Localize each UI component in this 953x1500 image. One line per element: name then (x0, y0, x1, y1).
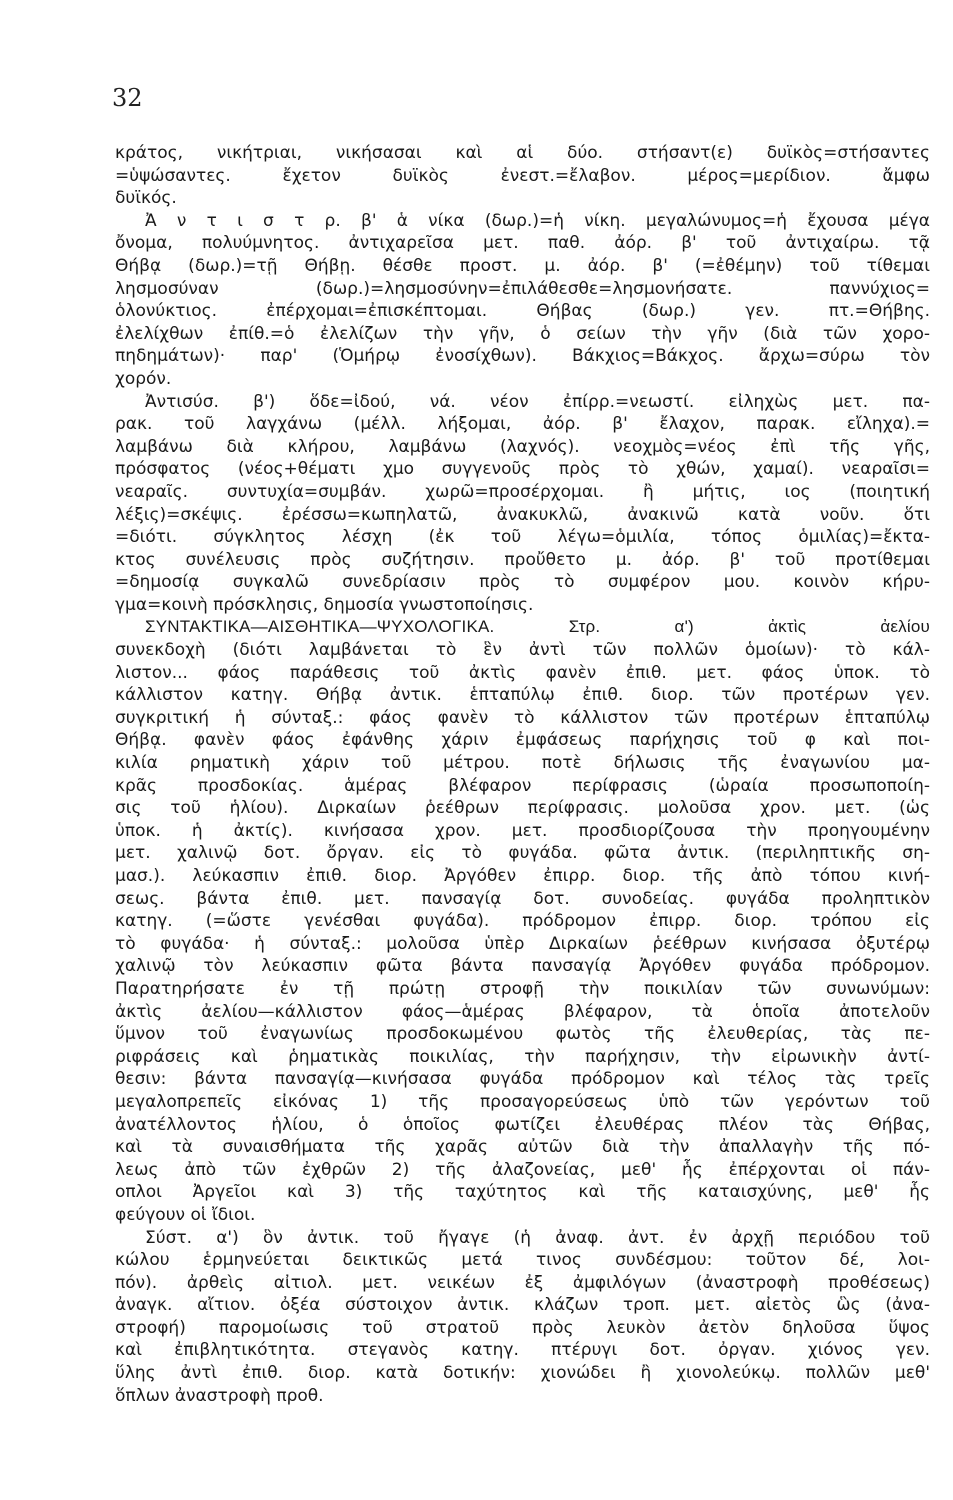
text-line: νεαραῖς. συντυχία=συμβάν. χωρῶ=προσέρχομαι. ἢ μήτις, ιος (ποιητική (115, 481, 930, 502)
text-line: συνεκδοχὴ (διότι λαμβάνεται τὸ ἓν ἀντὶ τῶν πολλῶν ὁμοίων)· τὸ κάλ- (115, 640, 930, 661)
text-line: ρακ. τοῦ λαγχάνω (μέλλ. λήξομαι, ἀόρ. β' ἔλαχον, παρακ. εἴληχα).= (115, 414, 930, 435)
text-line: ἀνατέλλοντος ἡλίου, ὁ ὁποῖος φωτίζει ἐλευθέρας πλέον τὰς Θήβας, (115, 1114, 930, 1135)
text-line: λέξις)=σκέψις. ἐρέσσω=κωπηλατῶ, ἀνακυκλῶ, ἀνακινῶ κατὰ νοῦν. ὅτι (115, 504, 930, 525)
text-line: χαλινῷ τὸν λεύκασπιν φῶτα βάντα πανσαγίᾳ Ἀργόθεν φυγάδα πρόδρομον. (115, 956, 930, 977)
text-line: Παρατηρήσατε ἐν τῇ πρώτῃ στροφῇ τὴν ποικιλίαν τῶν συνωνύμων: (115, 978, 930, 999)
text-line: λησμοσύναν (δωρ.)=λησμοσύνην=ἐπιλάθεσθε=λησμονήσατε. παννύχιος= (115, 278, 930, 299)
text-line: στροφή) παρομοίωσις τοῦ στρατοῦ πρὸς λευκὸν ἀετὸν δηλοῦσα ὕψος (115, 1317, 930, 1338)
text-line: κάλλιστον κατηγ. Θήβᾳ ἀντικ. ἑπταπύλῳ ἐπιθ. διορ. τῶν προτέρων γεν. (115, 685, 930, 706)
text-line: καὶ ἐπιβλητικότητα. στεγανὸς κατηγ. πτέρυγι δοτ. ὀργαν. χιόνος γεν. (115, 1340, 930, 1361)
text-line: χορόν. (115, 368, 172, 389)
text-line: κώλου ἑρμηνεύεται δεικτικῶς μετά τινος συνδέσμου: τοῦτον δέ, λοι- (115, 1250, 930, 1271)
text-line: μεγαλοπρεπεῖς εἰκόνας 1) τῆς προσαγορεύσεως ὑπὸ τῶν γερόντων τοῦ (115, 1091, 930, 1112)
text-line: λαμβάνω διὰ κλήρου, λαμβάνω (λαχνός). νεοχμὸς=νέος ἐπὶ τῆς γῆς, (115, 436, 930, 457)
text-line: μετ. χαλινῷ δοτ. ὄργαν. εἰς τὸ φυγάδα. φῶτα ἀντικ. (περιληπτικῆς ση- (115, 843, 930, 864)
text-line: γμα=κοινὴ πρόσκλησις, δημοσία γνωστοποίησις. (115, 594, 534, 615)
text-line: Ἀντισύσ. β') ὅδε=ἰδού, νά. νέον ἐπίρρ.=νεωστί. εἰληχὼς μετ. πα- (145, 391, 930, 412)
text-line: ὄνομα, πολυύμνητος. ἀντιχαρεῖσα μετ. παθ. ἀόρ. β' τοῦ ἀντιχαίρω. τᾷ (115, 233, 930, 254)
text-line: θεσιν: βάντα πανσαγίᾳ—κινήσασα φυγάδα πρόδρομον καὶ τέλος τὰς τρεῖς (115, 1069, 930, 1090)
text-line: =δημοσίᾳ συγκαλῶ συνεδρίασιν πρὸς τὸ συμφέρον μου. κοινὸν κήρυ- (115, 572, 930, 593)
text-line: δυϊκός. (115, 188, 177, 209)
text-line: σις τοῦ ἡλίου). Διρκαίων ῥεέθρων περίφρασις. μολοῦσα χρον. μετ. (ὡς (115, 798, 930, 819)
page-number: 32 (112, 84, 143, 112)
section-heading-line: ΣΥΝΤΑΚΤΙΚΑ—ΑΙΣΘΗΤΙΚΑ—ΨΥΧΟΛΟΓΙΚΑ. Στρ. α') ἀκτὶς ἀελίου (145, 617, 930, 637)
text-line: πηδημάτων)· παρ' (Ὁμήρῳ ἐνοσίχθων). Βάκχιος=Βάκχος. ἄρχω=σύρω τὸν (115, 346, 930, 367)
text-line: λιστον... φάος παράθεσις τοῦ ἀκτὶς φανὲν ἐπιθ. μετ. φάος ὑποκ. τὸ (115, 662, 930, 683)
text-line: Ἀ ν τ ι σ τ ρ. β' ἁ νίκα (δωρ.)=ἡ νίκη. μεγαλώνυμος=ἡ ἔχουσα μέγα (145, 210, 930, 231)
text-line: λεως ἀπὸ τῶν ἐχθρῶν 2) τῆς ἀλαζονείας, μεθ' ἧς ἐπέρχονται οἱ πάν- (115, 1159, 930, 1180)
text-line: =διότι. σύγκλητος λέσχη (ἐκ τοῦ λέγω=ὁμιλία, τόπος ὁμιλίας)=ἔκτα- (115, 527, 930, 548)
text-line: ὕλης ἀντὶ ἐπιθ. διορ. κατὰ δοτικήν: χιονώδει ἢ χιονολεύκῳ. πολλῶν μεθ' (115, 1363, 930, 1384)
text-line: =ὑψώσαντες. ἔχετον δυϊκὸς ἐνεστ.=ἔλαβον. μέρος=μερίδιον. ἄμφω (115, 165, 930, 186)
text-line: ὅπλων ἀναστροφὴ προθ. (115, 1385, 324, 1406)
text-line: Θήβᾳ. φανὲν φάος ἐφάνθης χάριν ἐμφάσεως παρήχησις τοῦ φ καὶ ποι- (115, 730, 930, 751)
text-line: κρᾶς προσδοκίας. ἁμέρας βλέφαρον περίφρασις (ὡραία προσωποποίη- (115, 775, 930, 796)
text-line: μασ.). λεύκασπιν ἐπιθ. διορ. Ἀργόθεν ἐπιρρ. διορ. τῆς ἀπὸ τόπου κινή- (115, 866, 930, 886)
text-line: κατηγ. (=ὥστε γενέσθαι φυγάδα). πρόδρομον ἐπιρρ. διορ. τρόπου εἰς (115, 911, 930, 932)
text-line: συγκριτική ἡ σύνταξ.: φάος φανὲν τὸ κάλλιστον τῶν προτέρων ἑπταπύλῳ (115, 707, 930, 728)
text-line: ριφράσεις καὶ ῥηματικὰς ποικιλίας, τὴν παρήχησιν, τὴν εἰρωνικὴν ἀντί- (115, 1046, 930, 1067)
text-line: ὕμνον τοῦ ἐναγωνίως προσδοκωμένου φωτὸς τῆς ἐλευθερίας, τὰς πε- (115, 1024, 930, 1045)
text-line: Θήβᾳ (δωρ.)=τῇ Θήβῃ. θέσθε προστ. μ. ἀόρ. β' (=ἐθέμην) τοῦ τίθεμαι (115, 255, 930, 276)
commentary-text (115, 142, 930, 1407)
text-line: κράτος, νικήτριαι, νικήσασαι καὶ αἱ δύο. στήσαντ(ε) δυϊκὸς=στήσαντες (115, 143, 930, 163)
text-line: τὸ φυγάδα· ἡ σύνταξ.: μολοῦσα ὑπὲρ Διρκαίων ῥεέθρων κινήσασα ὀξυτέρῳ (115, 933, 930, 954)
text-line: πόν). ἀρθεὶς αἰτιολ. μετ. νεικέων ἐξ ἀμφιλόγων (ἀναστροφὴ προθέσεως) (115, 1272, 930, 1293)
text-line: Σύστ. α') ὃν ἀντικ. τοῦ ἤγαγε (ἡ ἀναφ. ἀντ. ἐν ἀρχῇ περιόδου τοῦ (145, 1227, 930, 1248)
text-line: ἀναγκ. αἴτιον. ὀξέα σύστοιχον ἀντικ. κλάζων τροπ. μετ. αἰετὸς ὣς (ἀνα- (115, 1295, 930, 1316)
text-line: οπλοι Ἀργεῖοι καὶ 3) τῆς ταχύτητος καὶ τῆς καταισχύνης, μεθ' ἧς (115, 1182, 930, 1203)
text-line: σεως. βάντα ἐπιθ. μετ. πανσαγίᾳ δοτ. συνοδείας. φυγάδα προληπτικὸν (115, 888, 930, 909)
text-line: ὁλονύκτιος. ἐπέρχομαι=ἐπισκέπτομαι. Θήβας (δωρ.) γεν. πτ.=Θήβης. (115, 301, 930, 322)
text-line: κιλία ρηματικὴ χάριν τοῦ μέτρου. ποτὲ δήλωσις τῆς ἐναγωνίου μα- (115, 753, 930, 774)
text-line: φεύγουν οἱ ἴδιοι. (115, 1204, 256, 1225)
text-line: κτος συνέλευσις πρὸς συζήτησιν. προὔθετο μ. ἀόρ. β' τοῦ προτίθεμαι (115, 549, 930, 570)
text-line: καὶ τὰ συναισθήματα τῆς χαρᾶς αὐτῶν διὰ τὴν ἀπαλλαγὴν τῆς πό- (115, 1137, 930, 1158)
text-line: ἀκτὶς ἀελίου—κάλλιστον φάος—ἁμέρας βλέφαρον, τὰ ὁποῖα ἀποτελοῦν (115, 1001, 930, 1022)
text-line: πρόσφατος (νέος+θέματι χμο συγγενοῦς πρὸς τὸ χθών, χαμαί). νεαραῖσι= (115, 459, 930, 480)
text-line: ὑποκ. ἡ ἀκτίς). κινήσασα χρον. μετ. προσδιορίζουσα τὴν προηγουμένην (115, 820, 930, 841)
text-line: ἐλελίχθων ἐπίθ.=ὁ ἐλελίζων τὴν γῆν, ὁ σείων τὴν γῆν (διὰ τῶν χορο- (115, 323, 930, 344)
